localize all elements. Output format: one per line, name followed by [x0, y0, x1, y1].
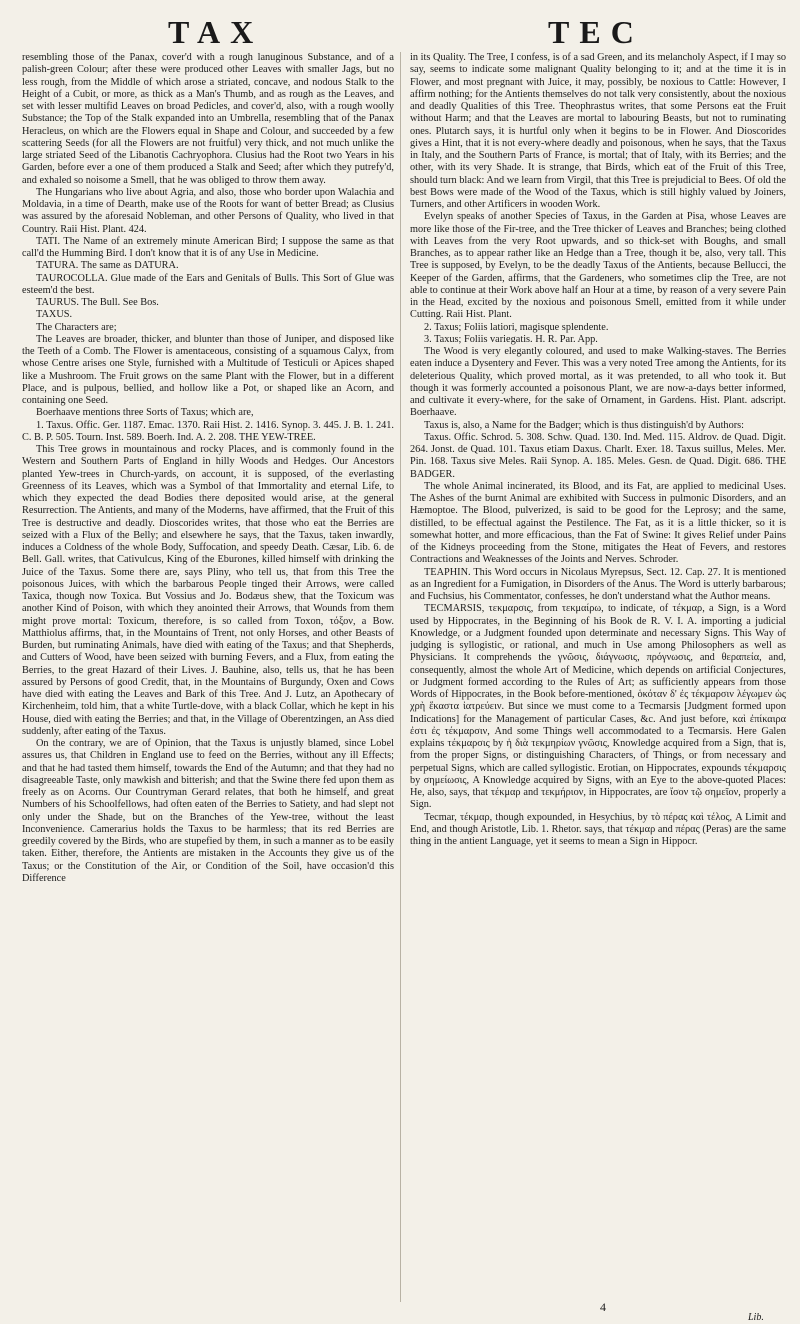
running-head-right: TEC	[548, 14, 644, 50]
paragraph: The Hungarians who live about Agria, and also, those who border upon Walachia and Moldavia, in a time of Dearth, make use of the Roots for want of better Bread; as Clusius was assured by the aforesaid Nobleman, and other Persons of Quality, who lived in that Country. Raii Hist. Plant. 424.	[22, 186, 394, 235]
paragraph: TATI. The Name of an extremely minute American Bird; I suppose the same as that call'd the Humming Bird. I don't know that it is of any Use in Medicine.	[22, 235, 394, 259]
paragraph: 3. Taxus; Foliis variegatis. H. R. Par. App.	[424, 333, 598, 345]
column-divider	[400, 52, 401, 1302]
paragraph: Evelyn speaks of another Species of Taxus, in the Garden at Pisa, whose Leaves are more like those of the Fir-tree, and the Tree thicker of Leaves and Branches; being clothed with Leaves from the very Root upwards, and so thick-set with Boughs, and small Branches, as to appear rather like an Hedge than a Tree, though it be, also, very tall. This Tree is supposed, by Evelyn, to be the deadly Taxus of the Antients, because Bellucci, the Keeper of the Garden, affirms, that the Gardeners, who sometimes clip the Tree, are not able to continue at their Work above half an Hour at a time, by reason of a very severe Pain in the Head, excited by the noxious and poisonous Smell, emitted from it while under Cutting. Raii Hist. Plant.	[410, 211, 786, 321]
paragraph: Taxus. Offic. Schrod. 5. 308. Schw. Quad. 130. Ind. Med. 115. Aldrov. de Quad. Digit. 264. Jonst. de Quad. 101. Taxus etiam Daxus. Charlt. Exer. 18. Taxus suillus, Meles. Mer. Pin. 168. Taxus sive Meles. Raii Synop. A. 185. Meles. Gesn. de Quad. Digit. 686. THE BADGER.	[410, 431, 786, 480]
paragraph: resembling those of the Panax, cover'd with a rough lanuginous Substance, and of a palish-green Colour; after these were produced other Leaves with smaller Jags, but no less rough, from the Middle of which arose a striated, concave, and nodous Stalk to the Height of a Cubit, or more, as thick as a Man's Thumb, and as rough as the Leaves, and set with lesser multifid Leaves on broad Pedicles, and cover'd, also, with a rough woolly Substance; the Top of the Stalk expanded into an Umbrella, resembling that of the Panax Heracleus, on which are the Flowers equal in Shape and Colour, and succeeded by a few scattering Seeds (for all the Flowers are not fruitful) very thick, and not much unlike the large striated Seed of the Libanotis Cachryophora. Clusius had the Root two Years in his Garden, before ever a one of them produced a Stalk and Seed; after which they putrefy'd, and exhaled so noisome a Smell, that he was obliged to throw them away.	[22, 52, 394, 186]
paragraph: Taxus is, also, a Name for the Badger; which is thus distinguish'd by Authors:	[424, 419, 745, 431]
paragraph: TATURA. The same as DATURA.	[36, 260, 179, 272]
paragraph: Boerhaave mentions three Sorts of Taxus; which are,	[36, 407, 254, 419]
paragraph: TEAPHIN. This Word occurs in Nicolaus Myrepsus, Sect. 12. Cap. 27. It is mentioned as an Ingredient for a Fumigation, in Disorders of the Anus. The Word is utterly barbarous; and Fuchsius, his Commentator, confesses, he don't understand what the Author means.	[410, 566, 786, 602]
paragraph: in its Quality. The Tree, I confess, is of a sad Green, and its melancholy Aspect, if I may so say, seems to indicate some malignant Quality belonging to it; and at the time it is in Flower, and most pregnant with Juice, it may, possibly, be noxious to Cattle: However, I affirm nothing; for the Antients themselves do not talk very consistently, about the noxious and deadly Qualities of this Tree. Theophrastus writes, that some Persons eat the Fruit without Harm; and that the Leaves are mortal to labouring Beasts, but not to ruminating ones. Plutarch says, it is hurtful only when it begins to be in Flower. And Dioscorides gives a Hint, that it is not every-where deadly and poisonous, when he says, that the Taxus in Italy, and the Southern Parts of France, is mortal; that of Italy, with its Berries; and the other, with its very Shade. It is strange, that Birds, which eat of the Fruit of this Tree, should turn black: And we learn from Virgil, that this Tree is prejudicial to Bees. Of old the best Bows were made of the Wood of the Taxus, which is still highly valued by Joiners, Turners, and other Artificers in wooden Work.	[410, 52, 786, 210]
paragraph: TECMARSIS, τεκμαρσις, from τεκμαίρω, to indicate, of τέκμαρ, a Sign, is a Word used by Hippocrates, in the Beginning of his Book de R. V. I. A. importing a judicial Knowledge, or a Judgment founded upon determinate and necessary Signs. This Way of judging is syllogistic, or rational, and much in Use among Philosophers as well as Physicians. It comprehends the γνῶσις, διάγνωσις, πρόγνωσις, and θεραπεία, and, consequently, almost the whole Art of Medicine, which depends on artificial Conjectures, or Judgment formed according to the Rules of Art; as sufficiently appears from those Words of Hippocrates, in the Book before-mentioned, ὁκόταν δ' ἐς τέκμαρσιν λέγωμεν ὡς χρὴ ἕκαστα ἰατρεύειν. But since we must come to a Tecmarsis [Judgment formed upon Indications] for the Management of particular Cases, &c. And just before, καὶ ἐπίκαιρα ἐστι ἐς τέκμαρσιν, And some Things well accommodated to a Tecmarsis. Here Galen explains τέκμαρσις by ἡ διὰ τεκμηρίων γνῶσις, Knowledge acquired from a Sign, that is, from the proper Signs, or distinguishing Characters, of Things, or from necessary and perpetual Signs, which are called syllogistic. Erotian, on Hippocrates, expounds τέκμαρσις by σημείωσις, A Knowledge acquired by Signs, with an Eye to the above-quoted Places: He, also, says, that τέκμαρ and τεκμήριον, in Hippocrates, are ἴσον τῷ σημεῖον, properly a Sign.	[410, 603, 786, 811]
paragraph: The Wood is very elegantly coloured, and used to make Walking-staves. The Berries eaten induce a Dysentery and Fever. This was a very noted Tree among the Antients, for its deleterious Quality, which proved mortal, as it was pretended, to all who took it. But though it was formerly accounted a poisonous Plant, we are now-a-days better informed, and cultivate it every-where, for the sake of Ornament, in Gardens. Hist. Plant. adscript. Boerhaave.	[410, 346, 786, 419]
paragraph: 2. Taxus; Foliis latiori, magisque splendente.	[424, 321, 609, 333]
paragraph: On the contrary, we are of Opinion, that the Taxus is unjustly blamed, since Lobel assures us, that Children in England use to feed on the Berries, without any ill Effects; and that he had tasted them himself, towards the End of the Autumn; and that they had no disagreeable Taste, only mawkish and bitterish; and that the Swine there fed upon them as freely as on Acorns. Our Countryman Gerard relates, that both he himself, and great Numbers of his Schoolfellows, had often eaten of the Berries to Satiety, and had slept not only under the Shade, but on the Branches of the Yew-tree, without the least Inconvenience. Camerarius holds the Taxus to be harmless; that its red Berries are greedily covered by the Birds, who are stupefied by them, in such a manner as to be easily taken. Either, therefore, the Antients are mistaken in the Accounts they give us of the Taxus; or the Constitution of the Air, or Condition of the Soil, have occasion'd this Difference	[22, 738, 394, 884]
left-column	[22, 52, 394, 1302]
page-number: 4	[600, 1300, 606, 1314]
catchword: Lib.	[748, 1312, 764, 1323]
paragraph: 1. Taxus. Offic. Ger. 1187. Emac. 1370. Raii Hist. 2. 1416. Synop. 3. 445. J. B. 1. 241. C. B. P. 505. Tourn. Inst. 589. Boerh. Ind. A. 2. 208. THE YEW-TREE.	[22, 419, 394, 443]
paragraph: The whole Animal incinerated, its Blood, and its Fat, are applied to medicinal Uses. The Ashes of the burnt Animal are exhibited with Success in pulmonic Disorders, and an Hæmoptoe. The Blood, pulverized, is said to be good for the Leprosy; and the same, distilled, to be effectual against the Pestilence. The Fat, as it is a little thicker, so it is somewhat hotter, and more efficacious, than the Fat of Swine: It gives Relief under Pains of the Kidneys proceeding from the Stone, mitigates the Heat of Fevers, and restores Contractions and Weaknesses of the Joints and Nerves. Schroder.	[410, 480, 786, 566]
right-column	[410, 52, 786, 1302]
running-head-left: TAX	[168, 14, 264, 50]
paragraph: The Leaves are broader, thicker, and blunter than those of Juniper, and disposed like the Teeth of a Comb. The Flower is amentaceous, consisting of a squamous Calyx, from whose Centre arises one Style, furnished with a Multitude of Testiculi or Apices shaped like a Mushroom. The Fruit grows on the same Plant with the Flower, but in a different Place, and is pulpous, bellied, and hollow like a Pot, or shaped like an Acorn, and containing one Seed.	[22, 333, 394, 406]
paragraph: Tecmar, τέκμαρ, though expounded, in Hesychius, by τὸ πέρας καὶ τέλος, A Limit and End, and though Aristotle, Lib. 1. Rhetor. says, that τέκμαρ and πέρας (Peras) are the same thing in the antient Language, yet it seems to mean a Sign in Hippocr.	[410, 811, 786, 847]
paragraph: TAURUS. The Bull. See Bos.	[36, 297, 159, 308]
paragraph: TAUROCOLLA. Glue made of the Ears and Genitals of Bulls. This Sort of Glue was esteem'd the best.	[22, 272, 394, 296]
paragraph: The Characters are;	[36, 321, 117, 333]
paragraph: This Tree grows in mountainous and rocky Places, and is commonly found in the Western and Southern Parts of England in hilly Woods and Hedges. Our Ancestors planted Yew-trees in Church-yards, on account, it is supposed, of the everlasting Greenness of its Leaves, which was a Symbol of that Immortality and eternal Life, to which they expected the dead Bodies there deposited would arise, at the general Resurrection. The Antients, and many of the Moderns, have affirmed, that the Fruit of this Tree is destructive and deadly. Dioscorides writes, that those who eat the Berries are seized with a Flux of the Belly; and elsewhere he says, that the Taxus, taken inwardly, induces a Coldness of the whole Body, Suffocation, and speedy Death. Cæsar, Lib. 6. de Bell. Gall. writes, that Cativulcus, King of the Eburones, killed himself with drinking the Juice of the Taxus. Some there are, says Pliny, who tell us, that from this Tree the poisonous Juices, with which the barbarous People tinged their Arrows, were called Taxica, though now Toxica. But Vossius and Jo. Bodæus shew, that the Toxicum was another Kind of Poison, with which they anointed their Arrows, that Wounds from them might prove mortal: Toxicum, therefore, is so called from Toxon, τόξον, a Bow. Matthiolus affirms, that, in the Mountains of Trent, not only Horses, and other Beasts of Burden, but ruminating Animals, have died with eating of the Taxus; and that Shepherds, and Cutters of Wood, have been seized with burning Fevers, and a Flux, from eating the Berries, to the great Hazard of their Lives. J. Bauhine, also, tells us, that he has been assured by Persons of good Credit, that, in the Mountains of Burgundy, Oxen and Cows have died with eating the Leaves and Bark of this Tree. And J. Lutz, an Apothecary of Kirchenheim, told him, that a white Turtle-dove, with a black Collar, which he kept in his House, died with eating the Berries; and that, in the Village of Oberentzingen, an Ass died suddenly, after eating of the Taxus.	[22, 444, 394, 737]
paragraph: TAXUS.	[36, 309, 73, 321]
